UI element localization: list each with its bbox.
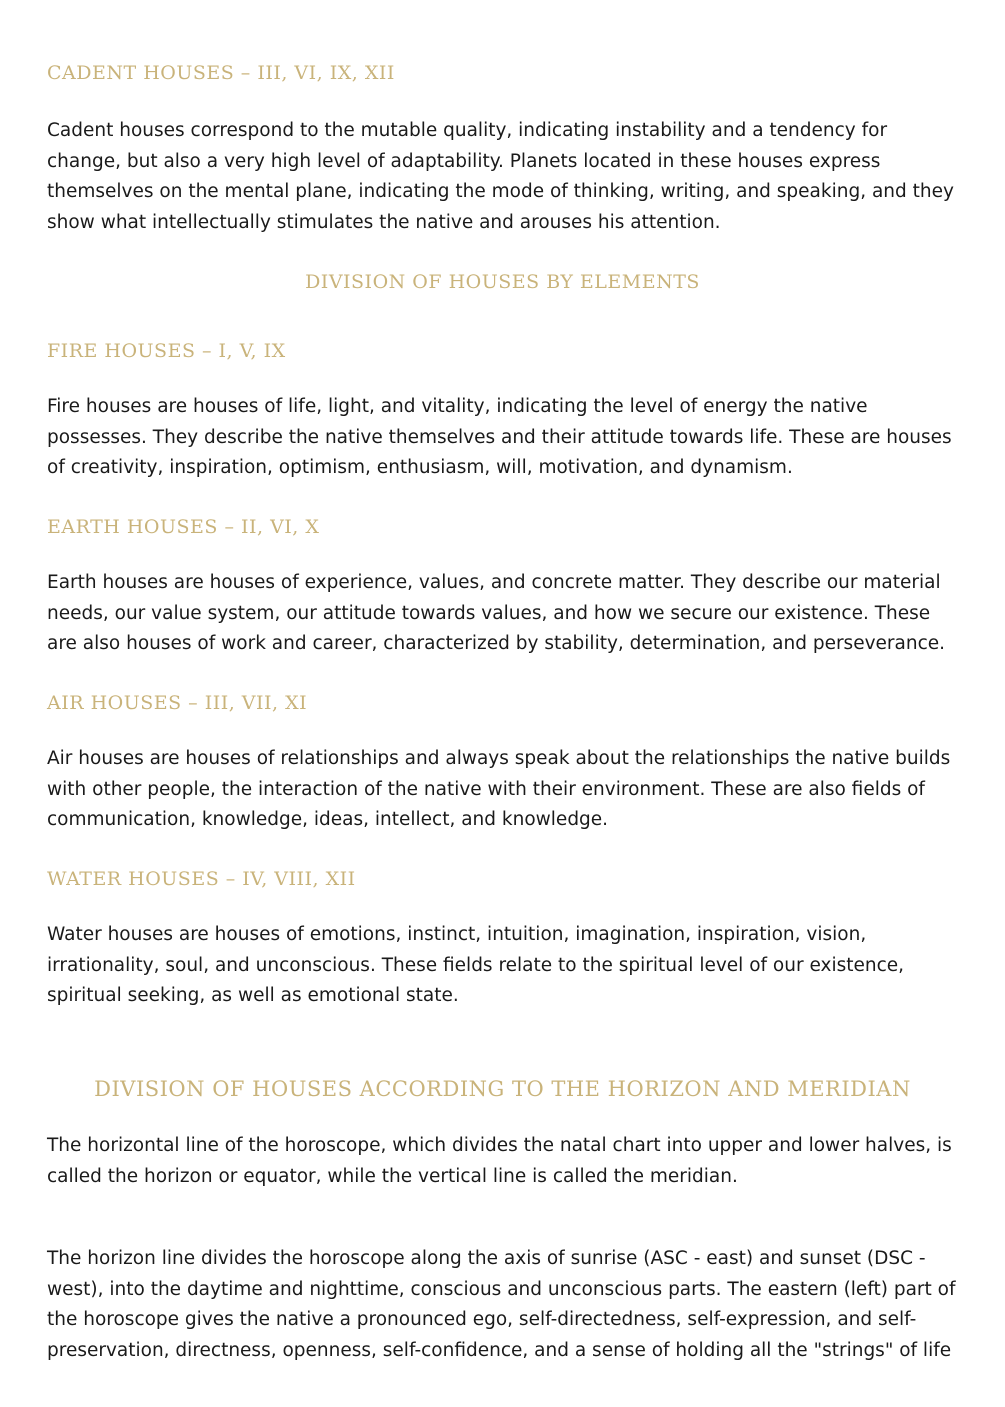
air-houses-heading: AIR HOUSES – III, VII, XI [47,692,308,714]
water-houses-heading: WATER HOUSES – IV, VIII, XII [47,868,356,890]
elements-section-heading: DIVISION OF HOUSES BY ELEMENTS [305,271,700,293]
earth-houses-paragraph: Earth houses are houses of experience, values, and concrete matter. They describe our material needs, our value system, our attitude towards values, and how we secure our existence. These are also houses of work and career, characterized by stability, determination, and perseverance. [47,572,946,654]
horizon-intro-paragraph: The horizontal line of the horoscope, which divides the natal chart into upper and lower halves, is called the horizon or equator, while the vertical line is called the meridian. [47,1135,952,1187]
cadent-houses-paragraph: Cadent houses correspond to the mutable quality, indicating instability and a tendency for change, but also a very high level of adaptability. Planets located in these houses express themselves on the mental plane, indicating the mode of thinking, writing, and speaking, and they show what intellectually stimulates the native and arouses his attention. [47,120,954,233]
water-houses-paragraph: Water houses are houses of emotions, instinct, intuition, imagination, inspiration, vision, irrationality, soul, and unconscious. These fields relate to the spiritual level of our existence, spiritual seeking, as well as emotional state. [47,924,905,1006]
air-houses-paragraph: Air houses are houses of relationships and always speak about the relationships the native builds with other people, the interaction of the native with their environment. These are also fields of communication, knowledge, ideas, intellect, and knowledge. [47,748,951,830]
fire-houses-heading: FIRE HOUSES – I, V, IX [47,340,286,362]
earth-houses-heading: EARTH HOUSES – II, VI, X [47,516,320,538]
fire-houses-paragraph: Fire houses are houses of life, light, and vitality, indicating the level of energy the native possesses. They describe the native themselves and their attitude towards life. These are houses of creativity, inspiration, optimism, enthusiasm, will, motivation, and dynamism. [47,396,952,478]
cadent-houses-heading: CADENT HOUSES – III, VI, IX, XII [47,62,395,84]
horizon-line-paragraph: The horizon line divides the horoscope along the axis of sunrise (ASC - east) and sunset (DSC - west), into the daytime and nighttime, conscious and unconscious parts. The eastern (left) part of the horoscope gives the native a pronounced ego, self-directedness, self-expression, and self-preservation, directness, openness, self-confidence, and a sense of holding all the "strings" of life [47,1248,956,1361]
horizon-meridian-section-heading: DIVISION OF HOUSES ACCORDING TO THE HORIZON AND MERIDIAN [94,1077,911,1101]
